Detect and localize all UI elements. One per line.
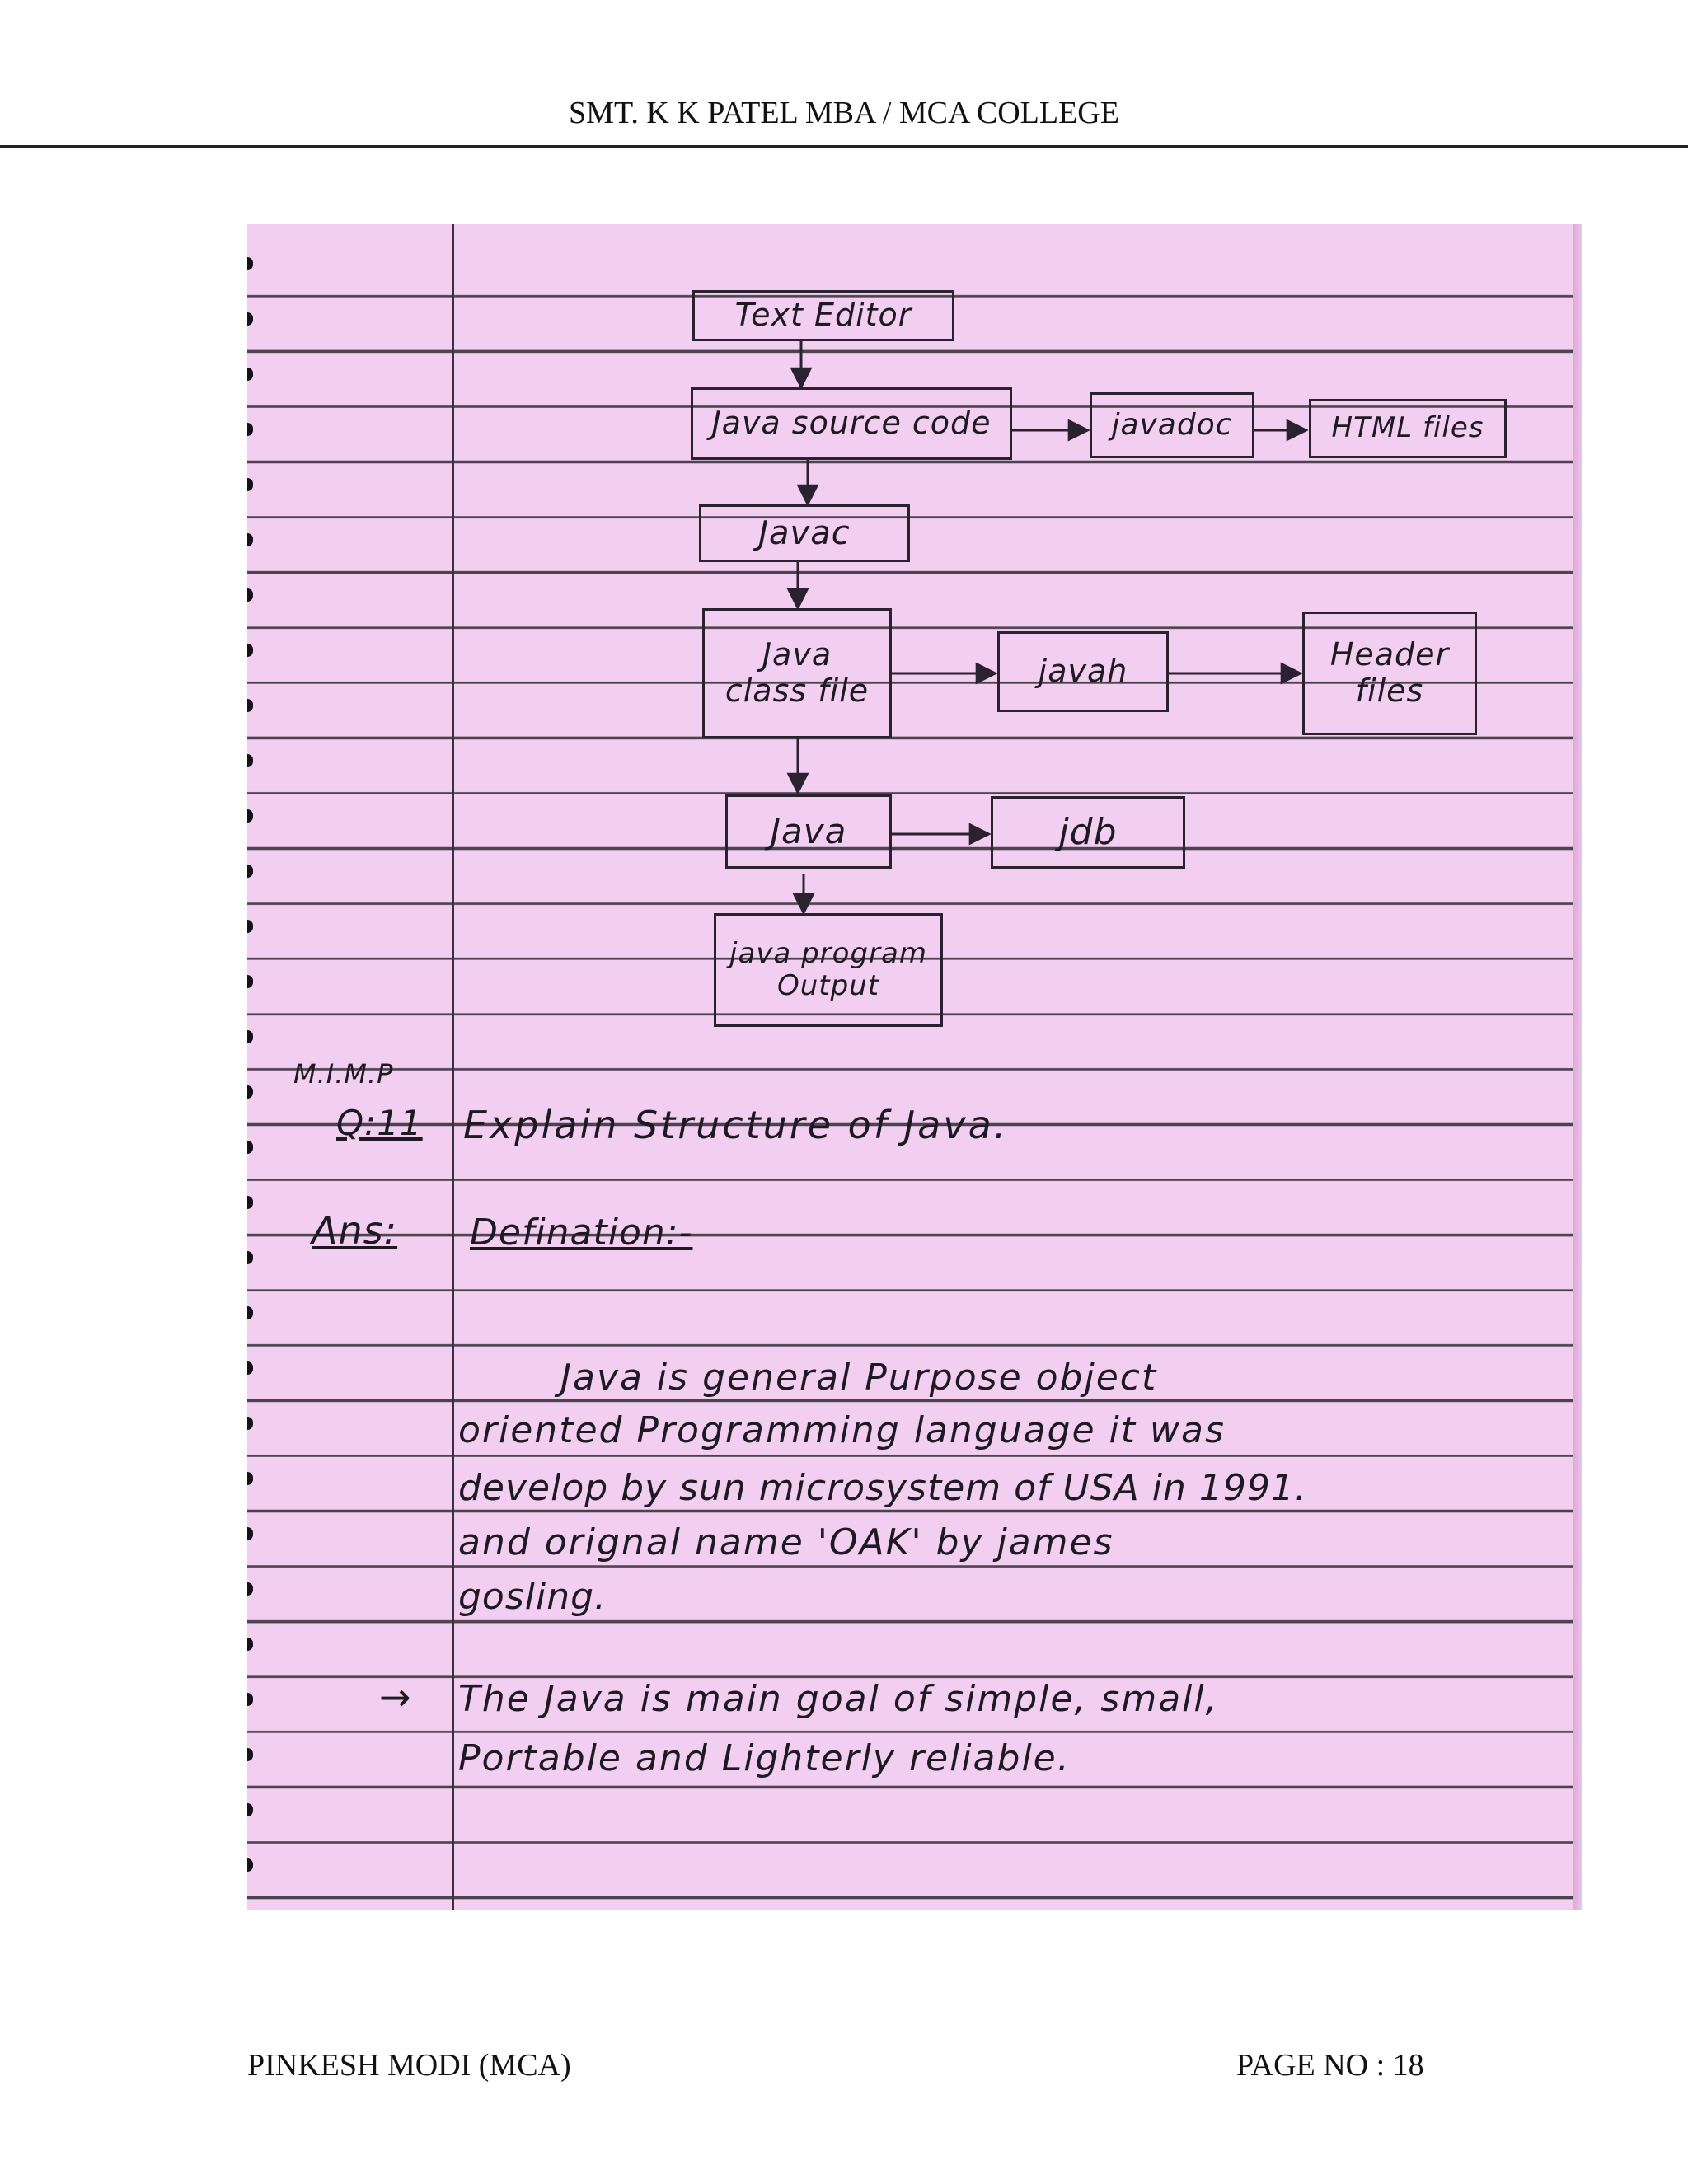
binding-ring bbox=[247, 478, 253, 491]
binding-ring bbox=[247, 1306, 253, 1319]
bullet-arrow: → bbox=[379, 1675, 412, 1719]
box-javac: Javac bbox=[699, 504, 910, 562]
binding-ring bbox=[247, 1085, 253, 1099]
binding-ring bbox=[247, 699, 253, 712]
definition-heading: Defination:- bbox=[470, 1212, 693, 1254]
binding-ring bbox=[247, 1803, 253, 1816]
box-java-class-file: Java class file bbox=[702, 608, 892, 738]
definition-line: oriented Programming language it was bbox=[458, 1409, 1226, 1451]
box-javah: javah bbox=[997, 631, 1169, 712]
definition-line: gosling. bbox=[458, 1576, 607, 1618]
spiral-binding bbox=[247, 224, 257, 1910]
binding-ring bbox=[247, 1030, 253, 1043]
binding-ring bbox=[247, 920, 253, 933]
binding-ring bbox=[247, 1141, 253, 1154]
binding-ring bbox=[247, 533, 253, 546]
binding-ring bbox=[247, 809, 253, 823]
binding-ring bbox=[247, 865, 253, 878]
binding-ring bbox=[247, 1582, 253, 1596]
binding-ring bbox=[247, 1638, 253, 1651]
binding-ring bbox=[247, 1748, 253, 1761]
definition-line: develop by sun microsystem of USA in 1991. bbox=[458, 1467, 1307, 1509]
footer-author: PINKESH MODI (MCA) bbox=[247, 2048, 571, 2083]
box-java-source-code: Java source code bbox=[691, 387, 1012, 460]
box-jdb: jdb bbox=[991, 796, 1185, 869]
box-html-files: HTML files bbox=[1309, 399, 1507, 458]
binding-ring bbox=[247, 754, 253, 767]
footer-page-number: PAGE NO : 18 bbox=[1236, 2048, 1424, 2083]
binding-ring bbox=[247, 1527, 253, 1540]
margin-line bbox=[452, 224, 454, 1910]
binding-ring bbox=[247, 423, 253, 436]
binding-ring bbox=[247, 1472, 253, 1485]
binding-ring bbox=[247, 588, 253, 602]
binding-ring bbox=[247, 368, 253, 381]
binding-ring bbox=[247, 1361, 253, 1375]
binding-ring bbox=[247, 1196, 253, 1209]
answer-label: Ans: bbox=[312, 1208, 398, 1253]
box-text-editor: Text Editor bbox=[692, 290, 954, 341]
question-text: Explain Structure of Java. bbox=[463, 1103, 1009, 1147]
box-java: Java bbox=[725, 794, 892, 869]
bullet-line: Portable and Lighterly reliable. bbox=[458, 1737, 1071, 1779]
binding-ring bbox=[247, 644, 253, 657]
box-javadoc: javadoc bbox=[1090, 392, 1254, 458]
binding-ring bbox=[247, 1417, 253, 1430]
margin-mark: M.I.M.P bbox=[293, 1058, 394, 1090]
box-java-program-output: java program Output bbox=[714, 913, 943, 1027]
definition-line: and orignal name 'OAK' by james bbox=[458, 1521, 1114, 1563]
flowchart-connectors bbox=[247, 224, 1582, 1910]
binding-ring bbox=[247, 975, 253, 988]
binding-ring bbox=[247, 1251, 253, 1264]
bullet-line: The Java is main goal of simple, small, bbox=[458, 1678, 1219, 1720]
binding-ring bbox=[247, 257, 253, 270]
header-rule bbox=[0, 145, 1688, 148]
box-header-files: Header files bbox=[1302, 612, 1477, 735]
definition-line: Java is general Purpose object bbox=[560, 1357, 1158, 1399]
binding-ring bbox=[247, 1693, 253, 1706]
binding-ring bbox=[247, 1858, 253, 1872]
binding-ring bbox=[247, 312, 253, 326]
notebook-page bbox=[247, 224, 1582, 1910]
page-header: SMT. K K PATEL MBA / MCA COLLEGE bbox=[569, 96, 1119, 130]
question-number: Q:11 bbox=[336, 1103, 423, 1143]
